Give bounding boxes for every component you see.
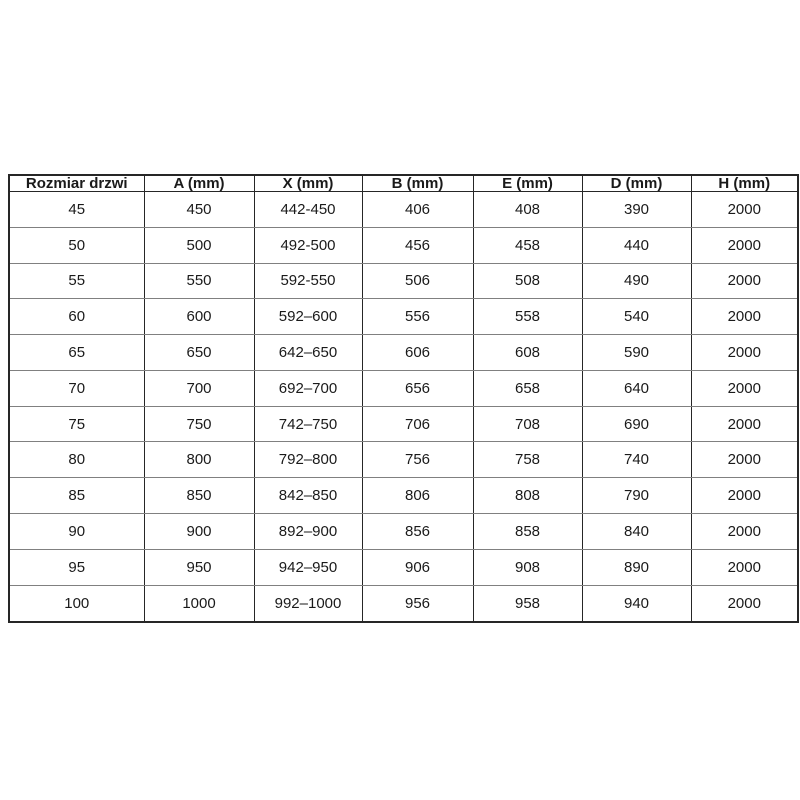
- table-cell: 800: [144, 442, 254, 478]
- table-cell: 590: [582, 335, 691, 371]
- table-cell: 492-500: [254, 227, 362, 263]
- table-cell: 2000: [691, 335, 798, 371]
- table-cell: 608: [473, 335, 582, 371]
- table-row: [9, 263, 798, 299]
- table-cell: 1000: [144, 585, 254, 622]
- table-cell: 390: [582, 192, 691, 228]
- table-cell: 856: [362, 514, 473, 550]
- table-cell: 506: [362, 263, 473, 299]
- table-row: [9, 514, 798, 550]
- table-cell: 708: [473, 406, 582, 442]
- table-cell: 992–1000: [254, 585, 362, 622]
- table-cell: 700: [144, 370, 254, 406]
- table-cell: 758: [473, 442, 582, 478]
- table-row: [9, 585, 798, 622]
- table-cell: 742–750: [254, 406, 362, 442]
- table-row: [9, 406, 798, 442]
- table-cell: 958: [473, 585, 582, 622]
- table-cell: 2000: [691, 192, 798, 228]
- table-row: [9, 299, 798, 335]
- table-cell: 842–850: [254, 478, 362, 514]
- table-cell: 45: [9, 192, 144, 228]
- table-cell: 2000: [691, 514, 798, 550]
- table-cell: 2000: [691, 227, 798, 263]
- column-header: Rozmiar drzwi: [9, 175, 144, 192]
- table-cell: 458: [473, 227, 582, 263]
- table-cell: 806: [362, 478, 473, 514]
- table-row: [9, 192, 798, 228]
- table-cell: 95: [9, 549, 144, 585]
- table-row: [9, 442, 798, 478]
- table-row: [9, 335, 798, 371]
- table-cell: 80: [9, 442, 144, 478]
- table-cell: 890: [582, 549, 691, 585]
- table-cell: 692–700: [254, 370, 362, 406]
- table-cell: 850: [144, 478, 254, 514]
- table-cell: 500: [144, 227, 254, 263]
- table-cell: 60: [9, 299, 144, 335]
- table-cell: 2000: [691, 406, 798, 442]
- table-cell: 642–650: [254, 335, 362, 371]
- table-cell: 440: [582, 227, 691, 263]
- table-cell: 600: [144, 299, 254, 335]
- table-row: [9, 478, 798, 514]
- table-row: [9, 370, 798, 406]
- table-cell: 706: [362, 406, 473, 442]
- table-row: [9, 227, 798, 263]
- table-cell: 740: [582, 442, 691, 478]
- table-cell: 956: [362, 585, 473, 622]
- table-cell: 690: [582, 406, 691, 442]
- table-cell: 50: [9, 227, 144, 263]
- table-cell: 100: [9, 585, 144, 622]
- table-cell: 2000: [691, 549, 798, 585]
- door-size-table: [8, 174, 799, 623]
- table-cell: 750: [144, 406, 254, 442]
- table-cell: 840: [582, 514, 691, 550]
- column-header: B (mm): [362, 175, 473, 192]
- table-cell: 2000: [691, 585, 798, 622]
- table-cell: 2000: [691, 263, 798, 299]
- table-cell: 2000: [691, 299, 798, 335]
- table-cell: 65: [9, 335, 144, 371]
- table-cell: 792–800: [254, 442, 362, 478]
- table-cell: 406: [362, 192, 473, 228]
- table-cell: 950: [144, 549, 254, 585]
- table-cell: 540: [582, 299, 691, 335]
- table-cell: 756: [362, 442, 473, 478]
- table-cell: 940: [582, 585, 691, 622]
- table-cell: 442-450: [254, 192, 362, 228]
- table-cell: 892–900: [254, 514, 362, 550]
- table-cell: 450: [144, 192, 254, 228]
- table-cell: 508: [473, 263, 582, 299]
- table-cell: 592-550: [254, 263, 362, 299]
- table-cell: 858: [473, 514, 582, 550]
- table-cell: 900: [144, 514, 254, 550]
- table-cell: 85: [9, 478, 144, 514]
- header-row: [9, 175, 798, 192]
- table-cell: 456: [362, 227, 473, 263]
- column-header: E (mm): [473, 175, 582, 192]
- table-cell: 556: [362, 299, 473, 335]
- column-header: X (mm): [254, 175, 362, 192]
- table-cell: 558: [473, 299, 582, 335]
- table-row: [9, 549, 798, 585]
- column-header: D (mm): [582, 175, 691, 192]
- table-cell: 658: [473, 370, 582, 406]
- table-cell: 2000: [691, 442, 798, 478]
- table-cell: 550: [144, 263, 254, 299]
- table-cell: 908: [473, 549, 582, 585]
- table-cell: 808: [473, 478, 582, 514]
- table-cell: 55: [9, 263, 144, 299]
- table-cell: 790: [582, 478, 691, 514]
- column-header: A (mm): [144, 175, 254, 192]
- table-cell: 640: [582, 370, 691, 406]
- table-cell: 592–600: [254, 299, 362, 335]
- table-cell: 942–950: [254, 549, 362, 585]
- table-cell: 75: [9, 406, 144, 442]
- table-cell: 906: [362, 549, 473, 585]
- table-cell: 408: [473, 192, 582, 228]
- table-cell: 490: [582, 263, 691, 299]
- table-body: [9, 192, 798, 623]
- table-cell: 90: [9, 514, 144, 550]
- table-cell: 70: [9, 370, 144, 406]
- table-cell: 2000: [691, 478, 798, 514]
- table-cell: 606: [362, 335, 473, 371]
- table-cell: 650: [144, 335, 254, 371]
- table-cell: 2000: [691, 370, 798, 406]
- column-header: H (mm): [691, 175, 798, 192]
- table-cell: 656: [362, 370, 473, 406]
